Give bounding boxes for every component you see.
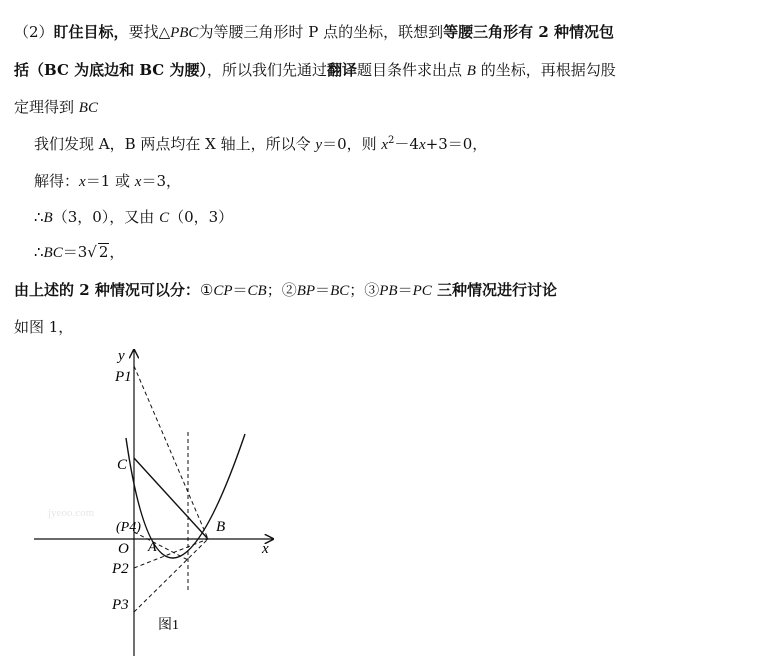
segment-c-vertex [134, 532, 188, 560]
label-o: O [118, 541, 129, 557]
label-p2: P2 [112, 561, 129, 577]
text-line-9: 如图 1， [14, 318, 74, 336]
text-line-6: ∴B（3，0），又由 C（0，3） [34, 208, 234, 226]
segment-p3-b [134, 539, 208, 612]
label-y: y [118, 348, 125, 364]
sqrt-symbol: √ [87, 243, 97, 261]
segment-p2-b [134, 539, 208, 568]
text-line-2: 括（BC 为底边和 BC 为腰），所以我们先通过翻译题目条件求出点 B 的坐标，再根据勾股 [14, 61, 616, 79]
watermark: jyeoo.com [48, 507, 95, 519]
label-x: x [262, 541, 269, 557]
text-line-1: （2）盯住目标，要找△PBC为等腰三角形时 P 点的坐标，联想到等腰三角形有 2 种情况包 [14, 23, 614, 41]
text-line-7: ∴BC＝3√ 2， [34, 243, 125, 261]
text-line-5: 解得：x＝1 或 x＝3， [34, 172, 181, 190]
segment-p1-b [134, 366, 208, 539]
label-c: C [117, 457, 128, 473]
figure-1 [0, 348, 280, 658]
label-b: B [216, 519, 226, 535]
text-line-3: 定理得到 BC [14, 98, 98, 116]
text-line-4: 我们发现 A，B 两点均在 X 轴上，所以令 y＝0，则 $x^2-4x+3=0$， [34, 135, 488, 153]
segment-cb [134, 458, 208, 539]
label-p4: (P4) [116, 520, 141, 535]
text-line-8: 由上述的 2 种情况可以分：①CP＝CB；②BP＝BC；③PB＝PC 三种情况进行讨论 [14, 281, 557, 299]
label-a: A [148, 540, 157, 555]
label-p3: P3 [112, 597, 129, 613]
figure-caption: 图1 [158, 618, 179, 633]
label-p1: P1 [115, 369, 132, 385]
